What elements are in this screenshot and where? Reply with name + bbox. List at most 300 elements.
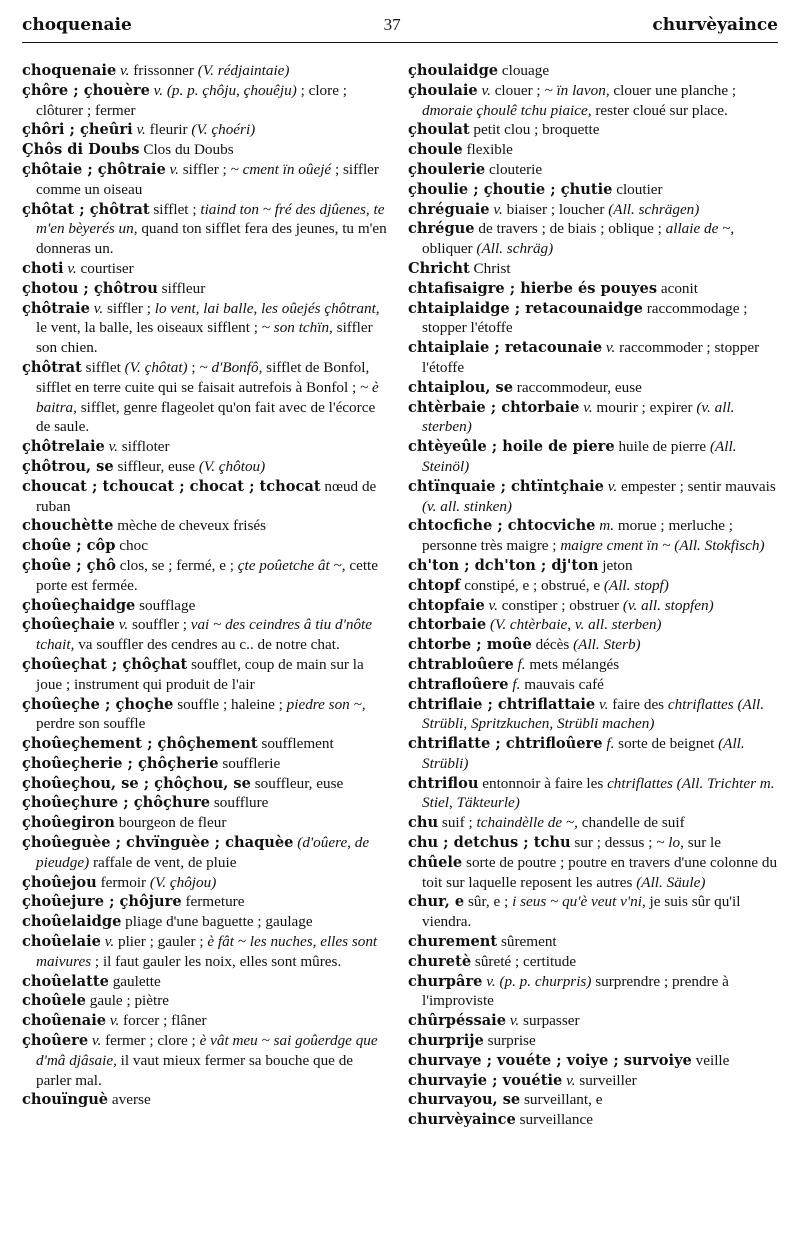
dictionary-entry [22,873,392,893]
italic-text: (All. schrägen) [608,200,700,218]
dictionary-entry [22,279,392,299]
definition-text: aconit [657,279,698,297]
definition-text: fermeture [181,893,245,911]
headword: çhoûeçherie ; çhôçherie [22,754,219,772]
italic-text: (V. çhôtat) [124,358,188,376]
definition-text: fleurir [149,121,192,139]
dictionary-entry [22,734,392,754]
definition-text: surprendre ; prendre à l'improviste [422,972,729,1010]
definition-text: surprise [483,1032,536,1050]
headword: chtriflaie ; chtriflattaie [408,695,596,713]
headword: chrégue [408,220,475,238]
italic-text: chtriflattes (All. Strübli, Spritzkuchen, Strübli machen) [422,695,765,733]
definition-text: Clos du Doubs [139,141,234,159]
definition-text: courtiser [80,259,134,277]
definition-text: soufflement [257,735,334,753]
definition-text: sorte de beignet [618,735,719,753]
definition-text: ; il faut gauler les noix, elles sont mûres. [91,952,342,970]
definition-text: je suis sûr qu'il viendra. [422,893,741,931]
headword: ch'ton ; dch'ton ; dj'ton [408,556,599,574]
dictionary-entry [22,160,392,200]
definition-text: de travers ; de biais ; oblique ; [474,220,666,238]
italic-text: f. [602,735,619,753]
definition-text: va souffler des cendres au c.. de notre chat. [74,636,340,654]
headword: chtriflatte ; chtrifloûere [408,735,603,753]
headword: choûele [22,992,86,1010]
definition-text: morue ; merluche ; personne très maigre ; [422,517,733,555]
dictionary-entry [408,398,778,438]
headword: churetè [408,952,472,970]
dictionary-entry [408,1110,778,1130]
italic-text: v. [579,398,597,416]
definition-text: suif ; [438,814,477,832]
italic-text: chtriflattes (All. Trichter m. Stiel, Täkteurle) [422,774,775,812]
dictionary-entry [408,437,778,477]
definition-text: pliage d'une baguette ; gaulage [121,913,313,931]
italic-text: (All. Strübli) [422,735,745,772]
headword: çhoûeçhou, se ; çhôçhou, se [22,774,251,792]
dictionary-entry [22,991,392,1011]
italic-text: ~ d'Bonfô, [199,358,263,376]
headword: çhoûere [22,1032,89,1050]
italic-text: (d'oûere, de pieudge) [36,834,370,871]
headword: churprije [408,1032,484,1050]
definition-text: perdre son souffle [36,715,146,733]
headword: chtèyeûle ; hoile de piere [408,438,615,456]
definition-text: mauvais café [524,675,604,693]
headword: çhôtrat [22,358,82,376]
definition-text: bourgeon de fleur [114,814,227,832]
headword: çhoûegiron [22,814,115,832]
dictionary-entry [408,120,778,140]
headword: çhôtrelaie [22,438,105,456]
headword: chtorbaie [408,616,487,634]
headword: churvèyaince [408,1111,516,1129]
definition-text: nœud de ruban [36,477,377,515]
definition-text: choc [115,537,148,555]
headword: çhôtat ; çhôtrat [22,200,150,218]
definition-text: sur ; dessus ; [570,834,657,852]
definition-text: siffloter [121,438,170,456]
italic-text: vai ~ des ceindres â tiu d'nôte tchait, [36,616,373,654]
dictionary-entry [408,200,778,220]
italic-text: v. [114,616,132,634]
dictionary-entry [22,774,392,794]
headword: choquenaie [22,62,117,79]
dictionary-entry [22,754,392,774]
dictionary-entry [22,695,392,735]
definition-text: soufflure [210,794,269,812]
headword: chtïnquaie ; chtïntçhaie [408,477,604,495]
italic-text: tiaind ton ~ fré des djûenes, te m'en bèyerés un, [36,200,385,238]
definition-text: sifflet, genre flageolet qu'on fait avec de l'écorce de saule. [36,398,376,436]
dictionary-entry [22,477,392,517]
dictionary-entry [22,358,392,437]
italic-text: v. [100,933,118,951]
headword: çhoulerie [408,160,486,178]
left-guide-word: choquenaie [22,15,132,35]
definition-text: rester cloué sur place. [591,101,728,119]
headword: chréguaie [408,200,490,218]
dictionary-entry [408,279,778,299]
dictionary-entry [408,892,778,932]
headword: çhoûejou [22,873,97,891]
dictionary-entry [22,457,392,477]
dictionary-columns [22,61,778,1243]
italic-text: (V. çhôtou) [198,457,266,475]
definition-text: sorte de poutre ; poutre en travers d'une colonne du toit sur laquelle reposent les autres [422,853,778,891]
headword: chtocfiche ; chtocviche [408,517,596,535]
definition-text: Christ [469,259,511,277]
right-column [408,61,778,1243]
dictionary-entry [408,180,778,200]
italic-text: ~ son tchïn, [261,319,333,337]
dictionary-entry [22,1090,392,1110]
italic-text: ~ cment ïn oûejé [230,160,332,178]
italic-text: v. [477,81,495,99]
definition-text: cloutier [612,180,663,198]
dictionary-entry [408,774,778,814]
definition-text: siffleur, euse [113,457,199,475]
italic-text: ~ ïn lavon, [544,81,610,99]
page-header [22,10,778,40]
definition-text: constiper ; obstruer [501,596,623,614]
definition-text: décès [531,636,574,654]
headword: çhôtrou, se [22,457,114,475]
headword: çhoulat [408,121,470,139]
headword: çhoûeçhaidge [22,596,136,614]
dictionary-entry [22,437,392,457]
headword: chtopfaie [408,596,485,614]
dictionary-entry [408,813,778,833]
dictionary-entry [22,259,392,279]
italic-text: ~ è baitra, [36,378,379,416]
headword: çhoûe ; çhô [22,556,116,574]
italic-text: dmoraie çhoulê tchu piaice, [422,101,592,119]
definition-text: surveiller [579,1071,637,1089]
definition-text: mourir ; expirer [596,398,697,416]
left-column [22,61,392,1243]
definition-text: raffale de vent, de pluie [89,853,237,871]
headword: chûrpéssaie [408,1012,507,1030]
dictionary-entry [408,1051,778,1071]
dictionary-entry [408,259,778,279]
definition-text: souffleur, euse [250,774,344,792]
dictionary-entry [408,853,778,893]
dictionary-entry [408,338,778,378]
dictionary-entry [408,596,778,616]
dictionary-entry [408,1031,778,1051]
definition-text: fermer ; clore ; [105,1032,200,1050]
header-rule [22,42,778,43]
headword: chtaiplaidge ; retacounaidge [408,299,643,317]
headword: churvayie ; vouétie [408,1071,563,1089]
dictionary-entry [408,655,778,675]
headword: çhoûeçhat ; çhôçhat [22,655,188,673]
italic-text: v. [88,1032,106,1050]
dictionary-entry [408,675,778,695]
definition-text: sur le [683,834,722,852]
dictionary-entry [22,1031,392,1090]
definition-text: averse [108,1091,151,1109]
headword: choûelaidge [22,913,122,931]
definition-text: soufflage [135,596,196,614]
headword: chtrabloûere [408,655,514,673]
headword: çhoûeçhe ; çhoçhe [22,695,174,713]
dictionary-entry [408,695,778,735]
dictionary-entry [22,536,392,556]
headword: Chricht [408,259,470,277]
dictionary-entry [22,833,392,873]
headword: çhoûejure ; çhôjure [22,893,182,911]
dictionary-entry [408,516,778,556]
headword: çhoulaidge [408,62,499,79]
italic-text: v. (p. p. churpris) [482,972,592,990]
italic-text: i seus ~ qu'è veut v'ni, [512,893,646,911]
definition-text: petit clou ; broquette [469,121,600,139]
definition-text: mets mélangés [529,655,620,673]
headword: çhôri ; çheûri [22,121,133,139]
headword: chtaiplaie ; retacounaie [408,339,603,357]
dictionary-entry [22,892,392,912]
dictionary-entry [408,833,778,853]
italic-text: f. [508,675,525,693]
dictionary-entry [408,952,778,972]
italic-text: v. [116,62,134,79]
italic-text: (V. çhoéri) [191,121,256,139]
definition-text: sifflet [81,358,125,376]
headword: chtaiplou, se [408,378,513,396]
definition-text: mèche de cheveux frisés [113,517,267,535]
headword: chtafisaigre ; hierbe és pouyes [408,279,658,297]
headword: çhôtraie [22,299,90,317]
dictionary-entry [408,140,778,160]
headword: chouïnguè [22,1091,109,1109]
page-number: 37 [383,15,401,34]
dictionary-entry [22,200,392,259]
headword: chur, e [408,893,465,911]
definition-text: siffleur [157,279,206,297]
dictionary-entry [408,1090,778,1110]
headword: chtriflou [408,774,479,792]
headword: çhoûeguèe ; chvïnguèe ; chaquèe [22,834,294,852]
right-guide-word: churvèyaince [652,15,778,35]
definition-text: soufflet, coup de main sur la joue ; instrument qui produit de l'air [36,655,364,693]
headword: choti [22,259,64,277]
italic-text: v. [602,339,620,357]
headword: chtorbe ; moûe [408,636,532,654]
definition-text: soufflerie [218,754,281,772]
definition-text: il vaut mieux fermer sa bouche que de parler mal. [36,1051,354,1089]
definition-text: sûr, e ; [464,893,513,911]
dictionary-entry [22,516,392,536]
headword: çhoûeçhement ; çhôçhement [22,735,258,753]
dictionary-entry [22,912,392,932]
italic-text: v. [595,695,613,713]
definition-text: siffler son chien. [36,319,373,357]
dictionary-entry [22,61,392,81]
definition-text: chandelle de suif [577,814,685,832]
italic-text: allaie de ~, [665,220,735,238]
headword: churement [408,933,498,951]
definition-text: veille [691,1051,730,1069]
definition-text: raccommoder ; stopper l'étoffe [422,339,760,376]
dictionary-entry [408,576,778,596]
definition-text: souffler ; [131,616,191,634]
italic-text: f. [513,655,530,673]
definition-text: siffler ; [182,160,231,178]
dictionary-entry [408,477,778,517]
italic-text: v. [484,596,502,614]
headword: choûelatte [22,972,109,990]
definition-text: clouterie [485,160,543,178]
italic-text: ~ lo, [656,834,684,852]
dictionary-entry [408,61,778,81]
definition-text: huile de pierre [614,438,710,456]
definition-text: plier ; gauler ; [117,933,208,951]
italic-text: (All. stopf) [603,576,669,594]
headword: çhôre ; çhouère [22,81,150,99]
definition-text: clos, se ; fermé, e ; [115,556,238,574]
definition-text: ; clore ; clôturer ; fermer [36,81,347,119]
dictionary-entry [22,615,392,655]
headword: choûelaie [22,933,101,951]
definition-text: cette porte est fermée. [36,556,379,594]
dictionary-entry [22,299,392,358]
headword: choûe ; côp [22,537,116,555]
dictionary-entry [22,81,392,121]
italic-text: v. [89,299,107,317]
dictionary-entry [22,655,392,695]
headword: Çhôs di Doubs [22,141,140,159]
definition-text: clouer une planche ; [609,81,737,99]
dictionary-entry [408,972,778,1012]
definition-text: souffle ; haleine ; [173,695,287,713]
dictionary-entry [22,972,392,992]
dictionary-entry [22,932,392,972]
dictionary-entry [408,1011,778,1031]
italic-text: (V. chtèrbaie, v. all. sterben) [486,616,662,634]
italic-text: çte poûetche ât ~, [237,556,346,574]
definition-text: gaulette [108,972,161,990]
italic-text: (v. all. stopfen) [622,596,714,614]
italic-text: (V. çhôjou) [149,873,217,891]
italic-text: piedre son ~, [286,695,366,713]
headword: chu ; detchus ; tchu [408,834,571,852]
definition-text: empester ; sentir mauvais [620,477,776,495]
italic-text: v. [489,200,507,218]
italic-text: maigre cment ïn ~ (All. Stokfisch) [560,537,765,555]
definition-text: clouage [498,62,550,79]
definition-text: frissonner [133,62,198,79]
headword: churpâre [408,972,483,990]
dictionary-entry [408,556,778,576]
definition-text: entonnoir à faire les [478,774,608,792]
italic-text: tchaindèlle de ~, [476,814,578,832]
definition-text: ; siffler comme un oiseau [36,160,379,198]
dictionary-entry [22,813,392,833]
definition-text: clouer ; [494,81,545,99]
dictionary-entry [408,219,778,259]
definition-text: gaule ; piètre [85,992,170,1010]
definition-text: ; [187,358,200,376]
definition-text: obliquer [422,240,477,258]
definition-text: quand ton sifflet fera des jeunes, tu m'en donneras un. [36,220,387,258]
dictionary-entry [408,378,778,398]
headword: çhoûeçhure ; çhôçhure [22,794,211,812]
italic-text: è fât ~ les nuches, elles sont maivures [36,933,378,970]
dictionary-entry [408,635,778,655]
italic-text: è vât meu ~ sai goûerdge que d'mâ djâsaie, [36,1032,378,1069]
definition-text: sûreté ; certitude [471,952,577,970]
dictionary-entry [22,596,392,616]
headword: chûele [408,853,463,871]
definition-text: sifflet de Bonfol, sifflet en terre cuite qui se faisait autrefois à Bonfol ; [36,358,370,396]
italic-text: v. (p. p. çhôju, çhouêju) [149,81,297,99]
italic-text: v. [104,438,122,456]
headword: chu [408,814,439,832]
dictionary-entry [408,734,778,774]
definition-text: sûrement [497,933,557,951]
definition-text: forcer ; flâner [123,1012,207,1030]
headword: chouchètte [22,517,114,535]
definition-text: raccommodage ; stopper l'étoffe [422,299,748,337]
definition-text: constipé, e ; obstrué, e [460,576,604,594]
headword: chtèrbaie ; chtorbaie [408,398,580,416]
headword: çhoûeçhaie [22,616,115,634]
italic-text: v. [506,1012,524,1030]
italic-text: (All. schräg) [476,240,554,258]
dictionary-entry [22,793,392,813]
definition-text: surpasser [523,1012,580,1030]
italic-text: v. [63,259,81,277]
definition-text: sifflet ; [149,200,201,218]
italic-text: v. [106,1012,124,1030]
definition-text: flexible [462,141,513,159]
headword: chtrafloûere [408,675,509,693]
headword: çhôtaie ; çhôtraie [22,160,166,178]
definition-text: le vent, la balle, les oiseaux sifflent ; [36,319,262,337]
definition-text: raccommodeur, euse [513,378,642,396]
headword: chtopf [408,576,461,594]
dictionary-entry [22,140,392,160]
dictionary-entry [22,556,392,596]
headword: çhoulaie [408,81,478,99]
headword: churvaye ; vouéte ; voiye ; survoiye [408,1051,692,1069]
italic-text: v. [165,160,183,178]
dictionary-entry [408,615,778,635]
dictionary-entry [408,932,778,952]
dictionary-entry [408,1071,778,1091]
definition-text: jeton [598,556,633,574]
italic-text: (All. Steinöl) [422,438,737,475]
definition-text: fermoir [96,873,150,891]
italic-text: lo vent, lai balle, les oûejés çhôtrant, [154,299,380,317]
italic-text: (v. all. stinken) [422,497,512,515]
dictionary-entry [408,299,778,339]
italic-text: (V. rédjaintaie) [197,62,290,79]
italic-text: v. [132,121,150,139]
definition-text: faire des [612,695,668,713]
dictionary-entry [408,160,778,180]
dictionary-entry [22,120,392,140]
headword: choucat ; tchoucat ; chocat ; tchocat [22,477,321,495]
dictionary-entry [22,1011,392,1031]
dictionary-entry [408,81,778,121]
italic-text: (All. Säule) [636,873,706,891]
headword: choûenaie [22,1012,107,1030]
definition-text: surveillant, e [520,1091,603,1109]
